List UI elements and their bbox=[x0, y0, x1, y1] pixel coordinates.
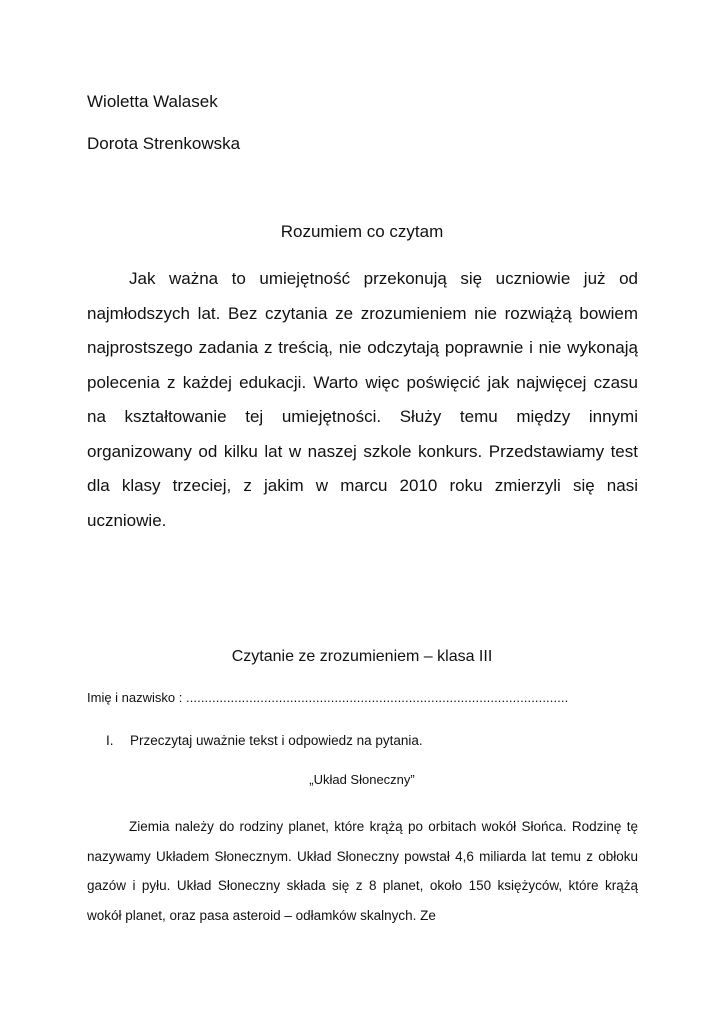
task-heading bbox=[106, 733, 423, 748]
task-number: I. bbox=[106, 733, 114, 748]
reading-title: „Układ Słoneczny” bbox=[309, 772, 415, 787]
author-name: Dorota Strenkowska bbox=[87, 134, 241, 153]
article-title: Rozumiem co czytam bbox=[280, 222, 444, 241]
name-field-label: Imię i nazwisko : bbox=[87, 690, 183, 705]
test-title: Czytanie ze zrozumieniem – klasa III bbox=[231, 648, 493, 665]
name-field-blank: ....................................................................................................... bbox=[186, 690, 569, 705]
reading-text: Ziemia należy do rodziny planet, które krążą po orbitach wokół Słońca. Rodzinę tę nazywamy Układem Słonecznym. Układ Słoneczny powstał 4,6 miliarda lat temu z obłoku gazów i pyłu. Układ Słoneczny składa się z 8 planet, około 150 księżyców, które krążą wokół planet, oraz pasa asteroid – odłamków skalnych. Ze bbox=[87, 819, 638, 923]
name-field bbox=[87, 690, 568, 705]
task-instruction: Przeczytaj uważnie tekst i odpowiedz na pytania. bbox=[130, 733, 423, 748]
author-name: Wioletta Walasek bbox=[87, 92, 218, 111]
intro-paragraph: Jak ważna to umiejętność przekonują się uczniowie już od najmłodszych lat. Bez czytania ze zrozumieniem nie rozwiążą bowiem najprostszego zadania z treścią, nie odczytają poprawnie i nie wykonają polecenia z każdej edukacji. Warto więc poświęcić jak najwięcej czasu na kształtowanie tej umiejętności. Służy temu między innymi organizowany od kilku lat w naszej szkole konkurs. Przedstawiamy test dla klasy trzeciej, z jakim w marcu 2010 roku zmierzyli się nasi uczniowie. bbox=[87, 269, 638, 530]
